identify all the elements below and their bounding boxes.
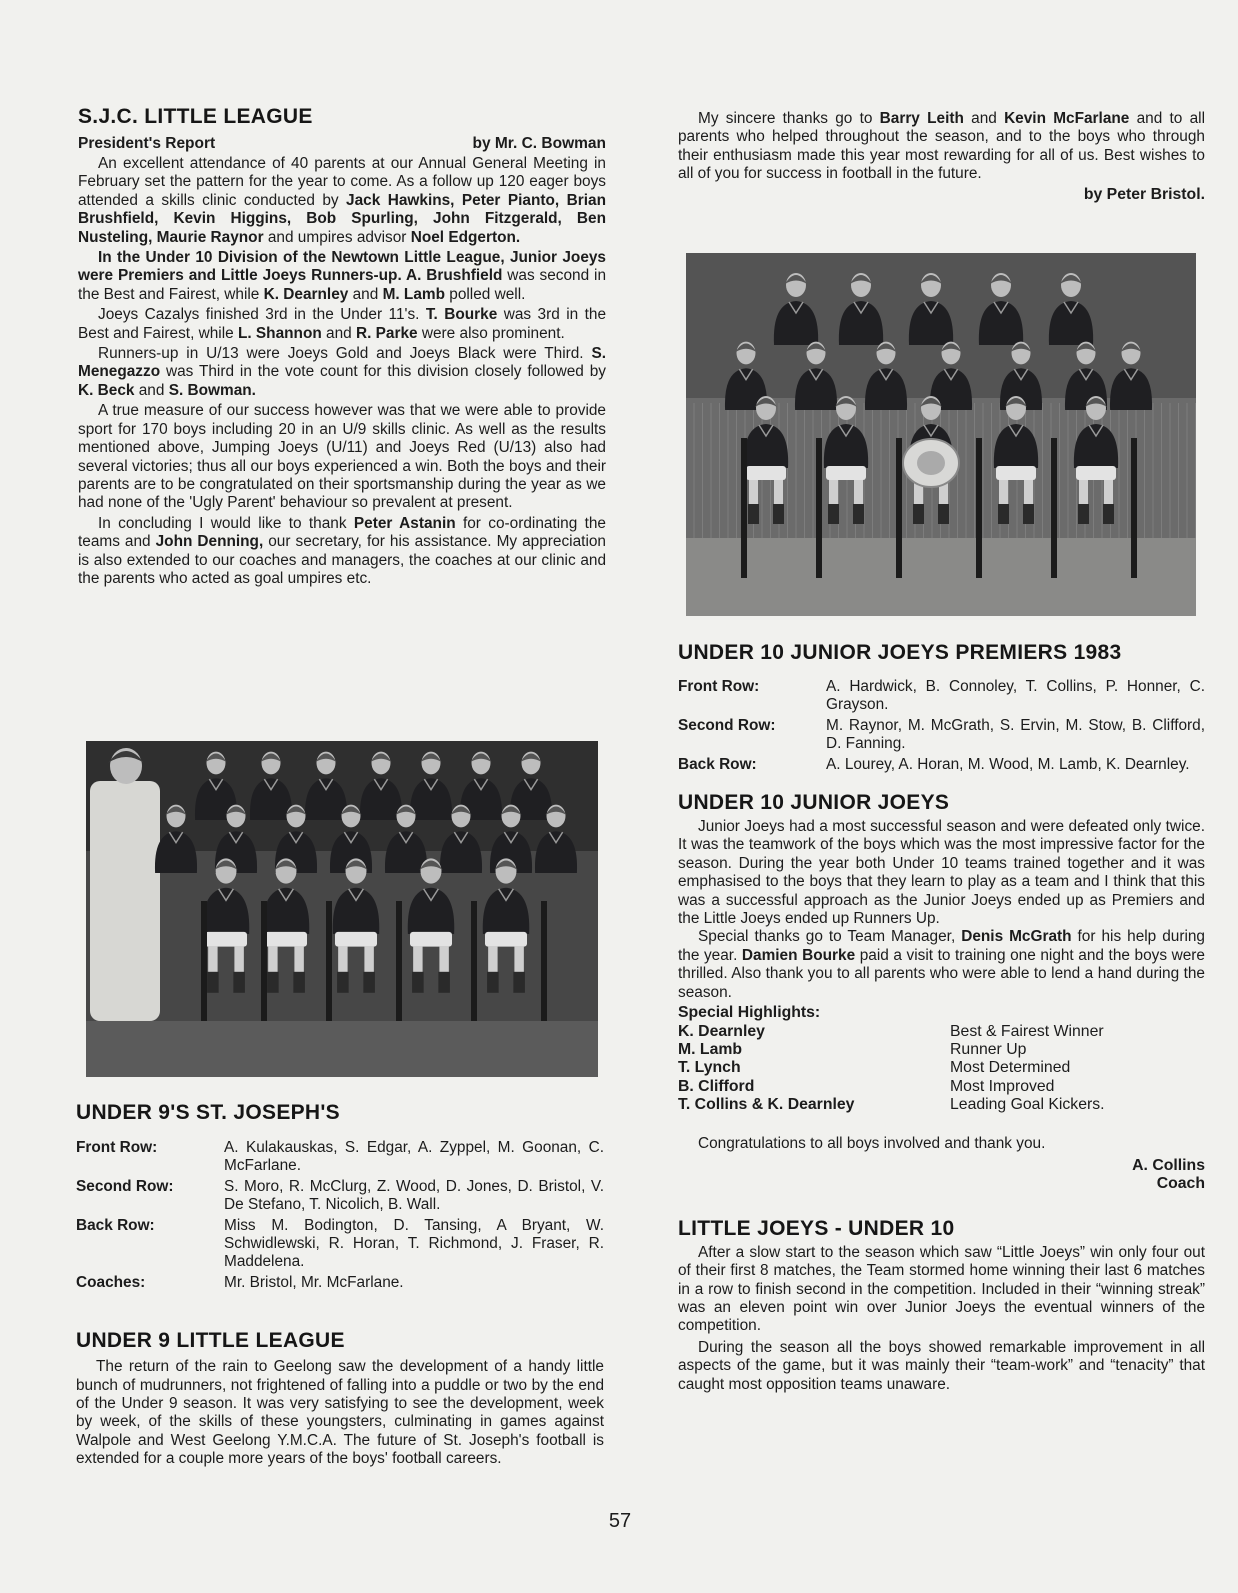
roster-label: Second Row: [678,716,776,734]
highlights-title: Special Highlights: [678,1004,821,1022]
report-line [78,135,606,153]
junior-joeys-text-2 [678,928,1205,1002]
highlight-award: Runner Up [950,1040,1027,1058]
roster-names: S. Moro, R. McClurg, Z. Wood, D. Jones, D. Bristol, V. De Stefano, T. Nicolich, B. Wall. [224,1177,604,1214]
report-paragraph [78,345,606,400]
section-title-under-9-little-league: UNDER 9 LITTLE LEAGUE [76,1329,345,1353]
under-9-roster [76,1139,604,1292]
roster-label: Front Row: [678,678,760,695]
section-title-under-9s: UNDER 9'S ST. JOSEPH'S [76,1101,340,1124]
roster-names: A. Hardwick, B. Connoley, T. Collins, P. Honner, C. Grayson. [826,678,1205,714]
report-paragraph [78,155,606,247]
report-paragraph [78,249,606,304]
roster-names: M. Raynor, M. McGrath, S. Ervin, M. Stow, B. Clifford, D. Fanning. [826,716,1205,753]
highlight-name: K. Dearnley [678,1022,765,1040]
highlight-name: T. Collins & K. Dearnley [678,1096,855,1114]
roster-names: Miss M. Bodington, D. Tansing, A Bryant, W. Schwidlewski, R. Horan, T. Richmond, J. Fraser, R. Maddelena. [224,1216,604,1271]
highlight-name: T. Lynch [678,1059,741,1077]
bold-name: S. Menegazzo [78,345,606,381]
text-run: was 3rd in the Best and Fairest, while [78,306,607,342]
highlight-name: M. Lamb [678,1040,743,1058]
text-run: for his help during the year. [678,928,1205,964]
text-run: were also prominent. [417,324,565,342]
text-run: and [348,285,383,303]
text-run: A true measure of our success however was that we were able to provide sport for 170 boys including 20 in an U/9 skills clinic. As well as the results mentioned above, Jumping Joeys (U/11) and Joeys Red (U/13) also had several victories; thus all our boys experienced a win. Both the boys and their parents are to be congratulated on their sportsmanship during the year as we had none of the 'Ugly Parent' behaviour so prevalent at present. [78,402,606,512]
text-run: Special thanks go to Team Manager, [698,928,962,946]
text-run: our secretary, for his assistance. My appreciation is also extended to our coaches and managers, the coaches at our clinic and the parents who acted as goal umpires etc. [78,533,606,587]
bold-name: John Denning, [155,533,264,551]
team-photo-under-10-junior-joeys [686,253,1196,616]
bold-name: Jack Hawkins, Peter Pianto, Brian Brushfield, Kevin Higgins, Bob Spurling, John Fitzgerald, Ben Nusteling, Maurie Raynor [78,191,606,246]
right-column-bottom [678,640,1205,1394]
text-run: for co-ordinating the teams and [78,514,606,551]
highlight-name: B. Clifford [678,1077,755,1095]
highlight-award: Best & Fairest Winner [950,1022,1104,1040]
text-run: and [963,110,1005,127]
president-report-body [78,155,606,588]
text-run: and umpires advisor [263,228,411,246]
page-number: 57 [608,1510,632,1532]
bold-name: T. Bourke [425,306,498,324]
congrats-text: Congratulations to all boys involved and thank you. [698,1134,1046,1152]
text-run: Joeys Cazalys finished 3rd in the Under 11's. [98,306,426,324]
text-run: was Third in the vote count for this division closely followed by [160,363,606,381]
roster-label: Back Row: [678,755,757,773]
text-run: In concluding I would like to thank [98,514,354,532]
section-title-sjc: S.J.C. LITTLE LEAGUE [78,105,313,128]
bold-name: In the Under 10 Division of the Newtown Little League, Junior Joeys were Premiers and Little Joeys Runners-up. A. Brushfield [78,249,606,285]
text-run: paid a visit to training one night and the boys were thrilled. Also thank you to all parents who were able to lend a hand during the season. [678,946,1205,1001]
bold-name: Denis McGrath [961,928,1072,946]
team-photo-under-9 [86,741,598,1077]
coach-name: A. Collins [1132,1156,1205,1174]
highlight-award: Leading Goal Kickers. [950,1096,1105,1114]
junior-joeys-text-1: Junior Joeys had a most successful season and were defeated only twice. It was the teamwork of the boys which was the most impressive factor for the season. During the year both Under 10 teams trained together and it was emphasised to the boys that they learn to play as a team and I think that this was a successful approach as the Junior Joeys ended up as Premiers and the Little Joeys ended up Runners Up. [678,818,1205,928]
report-paragraph [78,402,606,512]
roster-names: A. Kulakauskas, S. Edgar, A. Zyppel, M. Goonan, C. McFarlane. [224,1139,604,1175]
bold-name: L. Shannon [237,324,322,342]
roster-label: Second Row: [76,1177,174,1195]
text-run: and to all parents who helped throughout the season, and to the boys who through their enthusiasm made this year most rewarding for all of us. Best wishes to all of you for success in football in the future. [678,110,1205,183]
highlight-award: Most Improved [950,1077,1055,1095]
bold-name: Noel Edgerton. [410,228,521,246]
text-run: Runners-up in U/13 were Joeys Gold and Joeys Black were Third. [98,345,592,363]
text-run: and [321,324,356,342]
bold-name: R. Parke [356,324,418,342]
roster-label: Front Row: [76,1139,158,1156]
bold-name: Peter Astanin [353,514,456,532]
text-run: was second in the Best and Fairest, while [78,267,607,303]
bold-name: Barry Leith [879,110,964,127]
thanks-text [678,110,1205,184]
highlight-award: Most Determined [950,1059,1071,1077]
section-title-junior-joeys: UNDER 10 JUNIOR JOEYS [678,791,950,815]
highlights-list [678,1023,1205,1115]
report-byline: by Mr. C. Bowman [472,135,606,152]
text-run: An excellent attendance of 40 parents at our Annual General Meeting in February set the pattern for the year to come. As a follow up 120 eager boys attended a skills clinic conducted by [78,155,606,209]
roster-label: Back Row: [76,1216,155,1234]
little-joeys-text-2: During the season all the boys showed remarkable improvement in all aspects of the game, but it was mainly their “team-work” and “tenacity” that caught most opposition teams unaware. [678,1338,1205,1393]
little-joeys-text-1: After a slow start to the season which saw “Little Joeys” win only four out of their first 8 matches, the Team stormed home winning their last 6 matches in a row to finish second in the competition. Included in their “winning streak” was an eleven point win over Junior Joeys the eventual winners of the competition. [678,1243,1205,1335]
report-paragraph [78,515,606,589]
bold-name: K. Dearnley [263,285,349,303]
report-paragraph [78,306,606,343]
text-run: and [134,381,169,399]
bold-name: S. Bowman. [168,381,256,399]
text-run: My sincere thanks go to [698,110,880,127]
under-9-little-league-text: The return of the rain to Geelong saw the development of a handy little bunch of mudrunners, not frightened of falling into a puddle or two by the end of the Under 9 season. It was very satisfying to see the development, week by week, of the skills of these youngsters, culminating in games against Walpole and West Geelong Y.M.C.A. The future of St. Joseph's football is extended for a couple more years of the boys' football careers. [76,1358,604,1468]
text-run: polled well. [444,285,526,303]
left-column-bottom [76,1100,604,1469]
coach-role: Coach [1156,1175,1205,1193]
bold-name: Damien Bourke [741,946,856,964]
bold-name: K. Beck [78,381,135,399]
bold-name: Kevin McFarlane [1004,110,1130,127]
bold-name: M. Lamb [382,285,445,303]
section-title-little-joeys: LITTLE JOEYS - UNDER 10 [678,1216,955,1240]
section-title-premiers: UNDER 10 JUNIOR JOEYS PREMIERS 1983 [678,641,1122,664]
roster-names: Mr. Bristol, Mr. McFarlane. [224,1273,404,1291]
premiers-roster [678,678,1205,774]
thanks-byline: by Peter Bristol. [1083,185,1205,203]
left-column-top [78,104,606,588]
roster-names: A. Lourey, A. Horan, M. Wood, M. Lamb, K. Dearnley. [826,755,1190,773]
roster-label: Coaches: [76,1273,146,1291]
report-subtitle: President's Report [78,135,216,152]
right-column-top [678,110,1205,204]
